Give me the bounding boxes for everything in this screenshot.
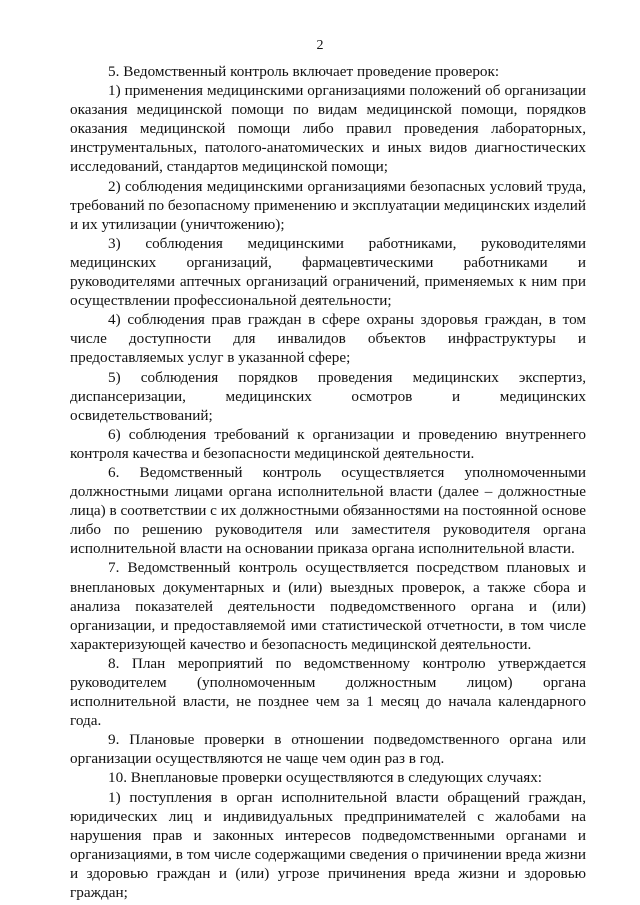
- paragraph-6: 6. Ведомственный контроль осуществляется уполномоченными должностными лицами органа исполнительной власти (далее – должностные лица) в соответствии с их должностными обязанностями на постоянной основе либо по решению руководителя или заместителя руководителя органа исполнительной власти на основании приказа органа исполнительной власти.: [70, 463, 586, 558]
- paragraph-5-item-5: 5) соблюдения порядков проведения медицинских экспертиз, диспансеризации, медицинских осмотров и медицинских освидетельствований;: [70, 368, 586, 424]
- document-body: [70, 62, 586, 902]
- paragraph-5-item-1: 1) применения медицинскими организациями положений об организации оказания медицинской помощи по видам медицинской помощи, порядков оказания медицинской помощи либо правил проведения лабораторных, инструментальных, патолого-анатомических и иных видов диагностических исследований, стандартов медицинской помощи;: [70, 82, 586, 176]
- paragraph-10-item-1: 1) поступления в орган исполнительной власти обращений граждан, юридических лиц и индивидуальных предпринимателей с жалобами на нарушения прав и законных интересов подведомственными органами и организациями, в том числе содержащими сведения о причинении вреда жизни и здоровью граждан и (или) угрозе причинения вреда жизни и здоровью граждан;: [70, 788, 586, 902]
- paragraph-5-item-2: 2) соблюдения медицинскими организациями безопасных условий труда, требований по безопасному применению и эксплуатации медицинских изделий и их утилизации (уничтожению);: [70, 177, 586, 233]
- paragraph-8: 8. План мероприятий по ведомственному контролю утверждается руководителем (уполномоченным должностным лицом) органа исполнительной власти, не позднее чем за 1 месяц до начала календарного года.: [70, 654, 586, 730]
- paragraph-5-item-4: 4) соблюдения прав граждан в сфере охраны здоровья граждан, в том числе доступности для инвалидов объектов инфраструктуры и предоставляемых услуг в указанной сфере;: [70, 311, 586, 367]
- paragraph-5-heading: 5. Ведомственный контроль включает проведение проверок:: [108, 63, 500, 80]
- paragraph-5-item-6: 6) соблюдения требований к организации и проведению внутреннего контроля качества и безопасности медицинской деятельности.: [70, 425, 586, 462]
- page-number: 2: [316, 38, 324, 53]
- paragraph-7: 7. Ведомственный контроль осуществляется посредством плановых и внеплановых документарных и (или) выездных проверок, а также сбора и анализа показателей деятельности подведомственного органа и (или) организации, и предоставляемой ими статистической отчетности, в том числе характеризующей качество и безопасность медицинской деятельности.: [70, 559, 586, 653]
- paragraph-10-heading: 10. Внеплановые проверки осуществляются в следующих случаях:: [108, 769, 543, 787]
- paragraph-5-item-3: 3) соблюдения медицинскими работниками, руководителями медицинских организаций, фармацевтическими работниками и руководителями аптечных организаций ограничений, применяемых к ним при осуществлении профессиональной деятельности;: [70, 234, 586, 310]
- paragraph-9: 9. Плановые проверки в отношении подведомственного органа или организации осуществляются не чаще чем один раз в год.: [70, 731, 586, 768]
